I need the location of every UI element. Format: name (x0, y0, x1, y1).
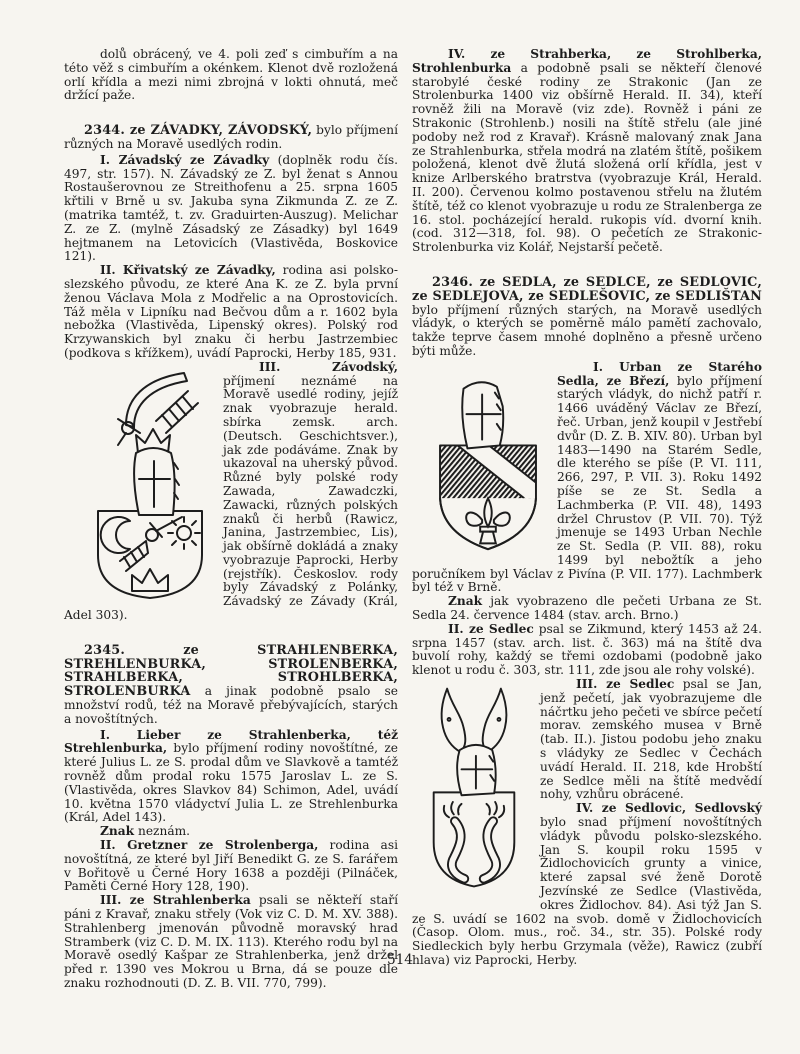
paragraph-lead: II. Gretzner ze Strolenberga, (100, 838, 319, 853)
section-heading-lead: 2344. ze ZÁVADKY, ZÁVODSKÝ, (84, 123, 313, 139)
paragraph-text: bylo snad příjmení novoštítných vládyk původu polsko-slezského. Jan S. koupil roku 1595 v Židlochovicích grunty a vinice, které zapsal své ženě Dorotě Jezvínské ze Sedlce (Vlastivěda, okres Židlochov. 84). Asi týž Jan S. ze S. uvádí se 1602 na svob. domě v Židlochovicích (Časop. Olom. mus., roč. 34., str. 35). Polské rody Siedleckich byly herbu Grzymala (věže), Rawicz (zubří hlava) viz Paprocki, Herby. (412, 815, 762, 967)
section-heading-lead: 2345. ze STRAHLENBERKA, STREHLENBURKA, STROLENBERKA, STRAHLBERKA, STROHLBERKA, STROLENBURKA (64, 642, 398, 700)
paragraph-znak-urban (412, 595, 762, 623)
paragraph-lead: IV. ze Sedlovic, Sedlovský (576, 801, 762, 816)
paragraph-text: (doplněk rodu čís. 497, str. 157). N. Závadský ze Z. byl ženat s Annou Rostaušerovnou ze Streithofenu a 25. srpna 1605 křtili v Brně u sv. Jakuba syna Zikmunda Z. ze Z. (matrika tamtéž, t. zv. Graduirten-Auszug). Melichar Z. ze Z. (mylně Zásadský ze Zásadky) byl 1649 hejtmanem na Letovicích (Vlastivěda, Boskovice 121). (64, 152, 398, 264)
paragraph-lead: Znak (448, 594, 483, 609)
section-heading-text: bylo příjmení různých starých, na Moravě usedlých vládyk, o kterých se poměrně málo pamětí zachovalo, takže teprve časem mnohé doplněno a přesně určeno býti může. (412, 302, 762, 358)
section-heading-2345 (64, 644, 398, 727)
paragraph-lead: I. Urban ze Starého Sedla, ze Březí, (557, 359, 762, 388)
paragraph-urban (412, 361, 762, 596)
paragraph-text: psali se někteří staří páni z Kravař, znaku střely (Vok viz C. D. M. XV. 388). Strahlenberg jmenován původně moravský hrad Stramberk (viz C. D. M. IX. 113). Kterého rodu byl na Moravě osedlý Kašpar ze Strahlenberka, jenž držel před r. 1390 ves Mokrou u Brna, dá se pouze dle znaku rozhodnouti (D. Z. B. VII. 770, 799). (64, 893, 398, 990)
paragraph-text: psal se Jan, jenž pečetí, jak vyobrazujeme dle náčrtku jeho pečeti ve sbírce pečetí morav. zemského musea v Brně (tab. II.). Jistou podobu jeho znaku s vládyky ze Sedlec v Čechách uvádí Herald. II. 218, kde Hrobští ze Sedlce měli na štítě medvědí nohy, vzhůru obrácené. (540, 677, 762, 802)
section-heading-text: a jinak podobně psalo se množství rodů, též na Moravě přebývajících, starých a novoštítných. (64, 684, 398, 726)
paragraph-continued (64, 48, 398, 103)
paragraph-strahlenberka (64, 894, 398, 991)
paragraph-text: psal se Zikmund, který 1453 až 24. srpna 1457 (stav. arch. list. č. 363) má na štítě dva buvolí rohy, každý se třemi ozdobami (podobně jako klenot u rodu č. 303, str. 111, zde jsou ale rohy volské). (412, 621, 762, 678)
paragraph-lead: II. ze Sedlec (448, 621, 534, 636)
paragraph-text: jak vyobrazeno dle pečeti Urbana ze St. Sedla 24. července 1484 (stav. arch. Brno.) (412, 594, 762, 623)
paragraph-text: příjmení neznámé na Moravě usedlé rodiny, jejíž znak vyobrazuje herald. sbírka zemsk. arch. (Deutsch. Geschichtsver.), jak zde podáváme. Znak by ukazoval na uherský původ. Různé byly polské rody Zawada, Zawadczki, Zawacki, různých polských znaků či herbů (Rawicz, Janina, Jastrzembiec, Lis), jak obšírně dokládá a znaky vyobrazuje Paprocki, Herby (rejstřík). Českoslov. rody byly Závadský z Polánky, Závadský ze Závady (Král, Adel 303). (64, 373, 398, 623)
paragraph-lieber (64, 729, 398, 826)
paragraph-text: a podobně psali se někteří členové starobylé české rodiny ze Strakonic (Jan ze Strolenburka 1400 viz obšírně Herald. II. 34), kteří rovněž žili na Moravě (viz zde). Rovněž i páni ze Strakonic (Strohlenb.) nosili na štítě střelu (ale jiné podoby než rod z Kravař). Krásně malovaný znak Jana ze Strahlenburka, střela modrá na zlatém štítě, pošikem položená, klenot dvě žlutá složená orlí křídla, jest v knize Arlberského bratrstva (vyobrazuje Král, Herald. II. 200). Červenou kolmo postavenou střelu na žlutém štítě, též co klenot vyobrazuje u rodu ze Stralenberga ze 16. stol. pocházející herald. rukopis víd. dvorní knih. (cod. 312—318, fol. 98). O pečetích ze Strakonic-Strolenburka viz Kolář, Nejstarší pečetě. (412, 60, 762, 255)
section-heading-text: bylo příjmení různých na Moravě usedlých rodin. (64, 123, 398, 151)
paragraph-lead: III. Závodský, (259, 359, 398, 374)
sedlec-coat-of-arms-illustration (424, 681, 524, 897)
paragraph-text: rodina asi polsko-slezského původu, ze které Ana K. ze Z. byla první ženou Václava Mola z Modřelic a na Oprostovicích. Táž měla v Lipníku nad Bečvou dům a r. 1602 byla nebožka (Vlastivěda, Lipenský okres). Polský rod Krzywanskich byl znaku či herbu Jastrzembiec (podkova s křížkem), uvádí Paprocki, Herby 185, 931. (64, 263, 398, 360)
paragraph-lead: I. Lieber ze Strahlenberka, též Strehlenburka, (64, 727, 398, 756)
zavodsky-coat-of-arms-illustration (90, 365, 210, 600)
section-heading-2346 (412, 276, 762, 359)
right-column (412, 48, 762, 991)
paragraph-sedlec-zikmund (412, 623, 762, 678)
page-number: 514 (387, 952, 413, 968)
paragraph-lead: Znak (100, 824, 135, 839)
paragraph-strahberka (412, 48, 762, 255)
paragraph-lead: II. Křivatský ze Závadky, (100, 263, 276, 278)
paragraph-text: rodina asi novoštítná, ze které byl Jiří Benedikt G. ze S. farářem v Bořitově u Černé Hory 1638 a později (Pilnáček, Paměti Černé Hory 128, 190). (64, 838, 398, 894)
paragraph-text: bylo příjmení rodiny novoštítné, ze které Julius L. ze S. prodal dům ve Slavkově a tamtéž rovněž dům prodal roku 1575 Jaroslav L. ze S. (Vlastivěda, okres Slavkov 84) Schimon, Adel, uvádí 10. května 1570 vládyctví Julia L. ze Strehlenburka (Král, Adel 143). (64, 741, 398, 825)
paragraph-zavadsky (64, 154, 398, 264)
paragraph-text: dolů obrácený, ve 4. poli zeď s cimbuřím a na této věž s cimbuřím a okénkem. Klenot dvě rozložená orlí křídla a mezi nimi zbrojná v lokti ohnutá, meč držící paže. (64, 47, 398, 103)
paragraph-lead: III. ze Strahlenberka (100, 893, 251, 908)
paragraph-znak-neznam (64, 825, 398, 839)
paragraph-sedlec-jan (412, 678, 762, 802)
paragraph-lead: IV. ze Strahberka, ze Strohlberka, Strohlenburka (412, 47, 762, 75)
paragraph-text: neznám. (134, 824, 191, 839)
left-column (64, 48, 398, 991)
paragraph-krivatsky (64, 264, 398, 361)
paragraph-gretzner (64, 839, 398, 894)
section-heading-lead: 2346. ze SEDLA, ze SEDLCE, ze SEDLOVIC, ze SEDLEJOVA, ze SEDLEŠOVIC, ze SEDLIŠTAN (412, 274, 762, 304)
paragraph-lead: III. ze Sedlec (576, 677, 675, 692)
section-heading-2344 (64, 124, 398, 152)
paragraph-lead: I. Závadský ze Závadky (100, 152, 270, 167)
paragraph-text: bylo příjmení starých vládyk, do nichž patří r. 1466 uváděný Václav ze Březí, řeč. Urban, jenž koupil v Jestřebí dvůr (D. Z. B. XIV. 80). Urban byl 1483—1490 na Starém Sedle, dle kterého se píše (P. VI. 111, 266, 297, P. VII. 3). Roku 1492 píše se ze St. Sedla a Lachmberka (P. VII. 48), 1493 držel Chrustov (P. VII. 70). Týž jmenuje se 1493 Urban Nechle ze St. Sedla (P. VII. 88), roku 1499 byl nebožtík a jeho poručníkem byl Václav z Pivína (P. VII. 177). Lachmberk byl též v Brně. (412, 373, 762, 595)
paragraph-zavodsky (64, 361, 398, 623)
urban-coat-of-arms-illustration (433, 373, 543, 559)
